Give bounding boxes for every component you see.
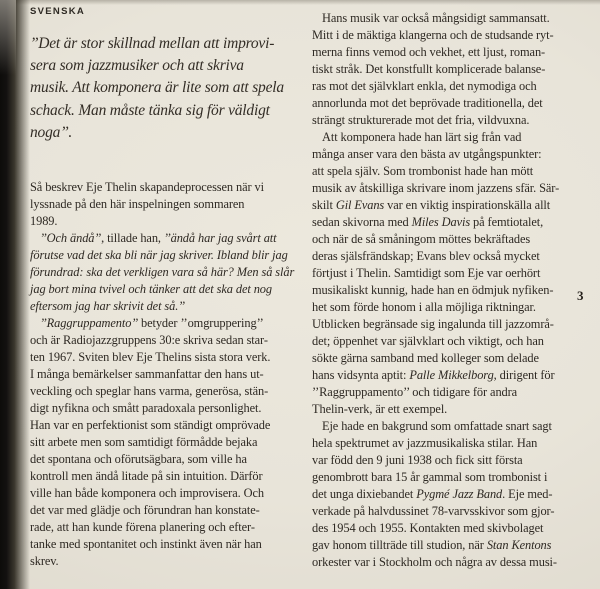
page-number: 3 (577, 288, 584, 303)
left-column (30, 33, 294, 570)
scan-top-edge-shadow (0, 0, 600, 5)
language-header: SVENSKA (30, 6, 86, 17)
page-spine-shadow (0, 0, 30, 589)
intro-paragraph: Så beskrev Eje Thelin skapandeprocessen när vi lyssnade på den här inspelningen sommaren 1989. (30, 180, 264, 229)
raggruppamento-paragraph: ’’Raggruppamento’’ betyder ’’omgruppering’’ och är Radiojazzgruppens 30:e skriva sedan star- ten 1967. Sviten blev Eje Thelins sista stora verk. I många bemärkelser sammanfattar den hans ut- veckling och speglar hans varma, generösa, stän- digt nyfikna och smått paradoxala personlighet. Han var en perfektionist som ständigt omprövade sitt arbete men som samtidigt förmådde bejaka det spontana och oförutsägbara, som ville ha kontroll men ändå litade på sin intuition. Därför ville han både komponera och improvisera. Och det var med glädje och förundran han konstate- rade, att han kunde förena planering och efter- tanke med spontanitet och instinkt även när han skrev. (30, 316, 271, 569)
opening-quote: ’’Det är stor skillnad mellan att improvi- sera som jazzmusiker och att skriva musik. Att komponera är lite som att spela schack. Man måste tänka sig för väldigt noga’’. (30, 35, 284, 141)
right-column (312, 10, 559, 571)
och-anda-quote-paragraph: ’’Och ändå’’, tillade han, ’’ändå har jag svårt att förutse vad det ska bli när jag skriver. Ibland blir jag förundrad: ska det verkligen vara så här? Men så slår jag bort mina tvivel och tänker att det ska det nog eftersom jag har skrivit det så.’’ (30, 231, 295, 314)
background-paragraph: Eje hade en bakgrund som omfattade snart sagt hela spektrumet av jazzmusikaliska stilar. Han var född den 9 juni 1938 och fick sitt första genombrott bara 15 år gammal som trombonist i det unga dixiebandet Pygmé Jazz Band. Eje med- verkade på halvdussinet 78-varvsskivor som gjor- des 1954 och 1955. Kontakten med skivbolaget gav honom tillträde till studion, när Stan Kentons orkester var i Stockholm och några av dessa musi- (312, 419, 557, 569)
composing-paragraph: Att komponera hade han lärt sig från vad många anser vara den bästa av utgångspunkter: att spela själv. Som trombonist hade han mött musik av åtskilliga skrivare inom jazzens sfär. Sär- skilt Gil Evans var en viktig inspirationskälla allt sedan skivorna med Miles Davis på femtiotalet, och när de så småningom möttes bekräftades deras själsfrändskap; Evans blev också mycket förtjust i Thelin. Samtidigt som Eje var oerhört musikaliskt kunnig, hade han en ödmjuk nyfiken- het som förde honom i alla möjliga riktningar. Utblicken begränsade sig ingalunda till jazzområ- det; öppenhet var självklart och viktigt, och han sökte gärna samband med kolleger som delade hans vidsynta aptit: Palle Mikkelborg, dirigent för ’’Raggruppamento’’ och tidigare för andra Thelin-verk, är ett exempel. (312, 130, 560, 416)
music-character-paragraph: Hans musik var också mångsidigt sammansatt. Mitt i de mäktiga klangerna och de studsande ryt- merna finns vemod och vekhet, ett ljust, roman- tiskt stråk. Det konstfullt komplicerade balanse- ras mot det självklart enkla, det nymodiga och annorlunda mot det beprövade traditionella, det strängt strukturerade mot det fria, vildvuxna. (312, 11, 554, 127)
